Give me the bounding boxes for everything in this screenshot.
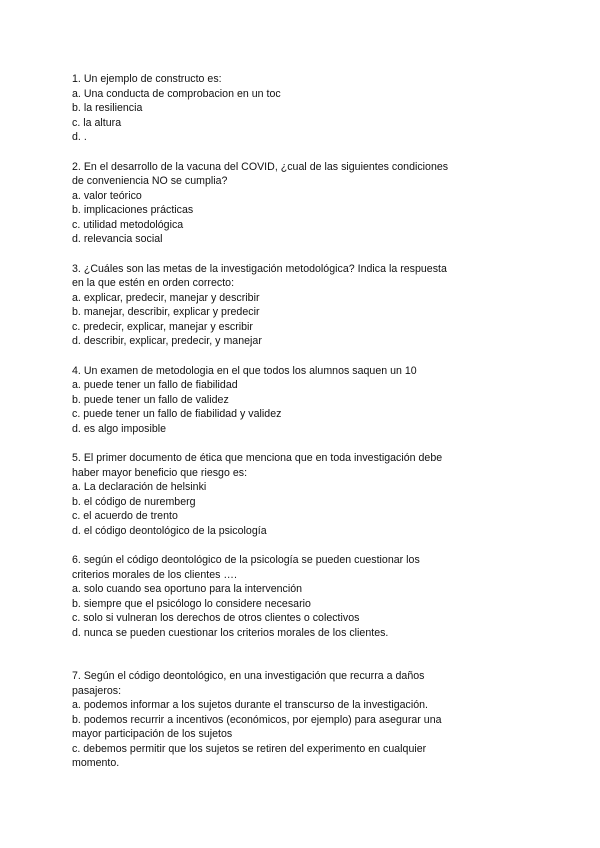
question-3 <box>72 262 542 349</box>
answer-option: d. describir, explicar, predecir, y manejar <box>72 335 262 347</box>
answer-option: a. podemos informar a los sujetos durante el transcurso de la investigación. <box>72 699 429 711</box>
answer-option: a. puede tener un fallo de fiabilidad <box>72 379 238 391</box>
answer-option: d. . <box>72 131 87 143</box>
answer-option: c. utilidad metodológica <box>72 218 184 231</box>
question-text: haber mayor beneficio que riesgo es: <box>72 466 248 479</box>
answer-option: b. el código de nuremberg <box>72 495 196 508</box>
answer-option: c. solo si vulneran los derechos de otros clientes o colectivos <box>72 612 360 624</box>
question-text: 3. ¿Cuáles son las metas de la investigación metodológica? Indica la respuesta <box>72 262 447 275</box>
document-page <box>72 72 542 786</box>
answer-option: c. predecir, explicar, manejar y escribir <box>72 320 253 333</box>
answer-option: b. implicaciones prácticas <box>72 204 194 216</box>
answer-option: d. nunca se pueden cuestionar los criterios morales de los clientes. <box>72 626 389 639</box>
answer-option: momento. <box>72 757 120 769</box>
answer-option: b. siempre que el psicólogo lo considere necesario <box>72 597 311 610</box>
answer-option: b. manejar, describir, explicar y predecir <box>72 306 260 318</box>
answer-option: d. relevancia social <box>72 233 163 245</box>
answer-option: mayor participación de los sujetos <box>72 728 233 740</box>
answer-option: c. el acuerdo de trento <box>72 510 178 522</box>
answer-option: c. puede tener un fallo de fiabilidad y validez <box>72 408 282 420</box>
question-text: 2. En el desarrollo de la vacuna del COVID, ¿cual de las siguientes condiciones <box>72 160 449 173</box>
answer-option: d. el código deontológico de la psicología <box>72 524 267 537</box>
question-text: 5. El primer documento de ética que menciona que en toda investigación debe <box>72 452 443 464</box>
answer-option: d. es algo imposible <box>72 422 167 435</box>
question-text: en la que estén en orden correcto: <box>72 277 235 289</box>
question-6 <box>72 553 542 640</box>
question-text: pasajeros: <box>72 684 122 697</box>
question-2 <box>72 160 542 247</box>
question-text: 1. Un ejemplo de constructo es: <box>72 73 222 85</box>
question-7 <box>72 669 542 771</box>
answer-option: a. Una conducta de comprobacion en un toc <box>72 87 281 100</box>
question-text: criterios morales de los clientes …. <box>72 568 237 581</box>
question-1 <box>72 72 542 145</box>
answer-option: b. puede tener un fallo de validez <box>72 393 229 406</box>
question-text: de conveniencia NO se cumplia? <box>72 175 228 187</box>
answer-option: b. podemos recurrir a incentivos (económicos, por ejemplo) para asegurar una <box>72 713 442 726</box>
answer-option: b. la resiliencia <box>72 102 143 114</box>
question-text: 4. Un examen de metodologia en el que todos los alumnos saquen un 10 <box>72 364 417 377</box>
question-5 <box>72 451 542 538</box>
question-4 <box>72 364 542 437</box>
answer-option: a. valor teórico <box>72 189 142 202</box>
answer-option: c. la altura <box>72 116 122 129</box>
answer-option: a. explicar, predecir, manejar y describir <box>72 291 260 304</box>
answer-option: a. La declaración de helsinki <box>72 481 207 493</box>
question-text: 6. según el código deontológico de la psicología se pueden cuestionar los <box>72 554 420 566</box>
answer-option: a. solo cuando sea oportuno para la intervención <box>72 583 303 595</box>
question-text: 7. Según el código deontológico, en una investigación que recurra a daños <box>72 670 425 682</box>
answer-option: c. debemos permitir que los sujetos se retiren del experimento en cualquier <box>72 742 427 755</box>
